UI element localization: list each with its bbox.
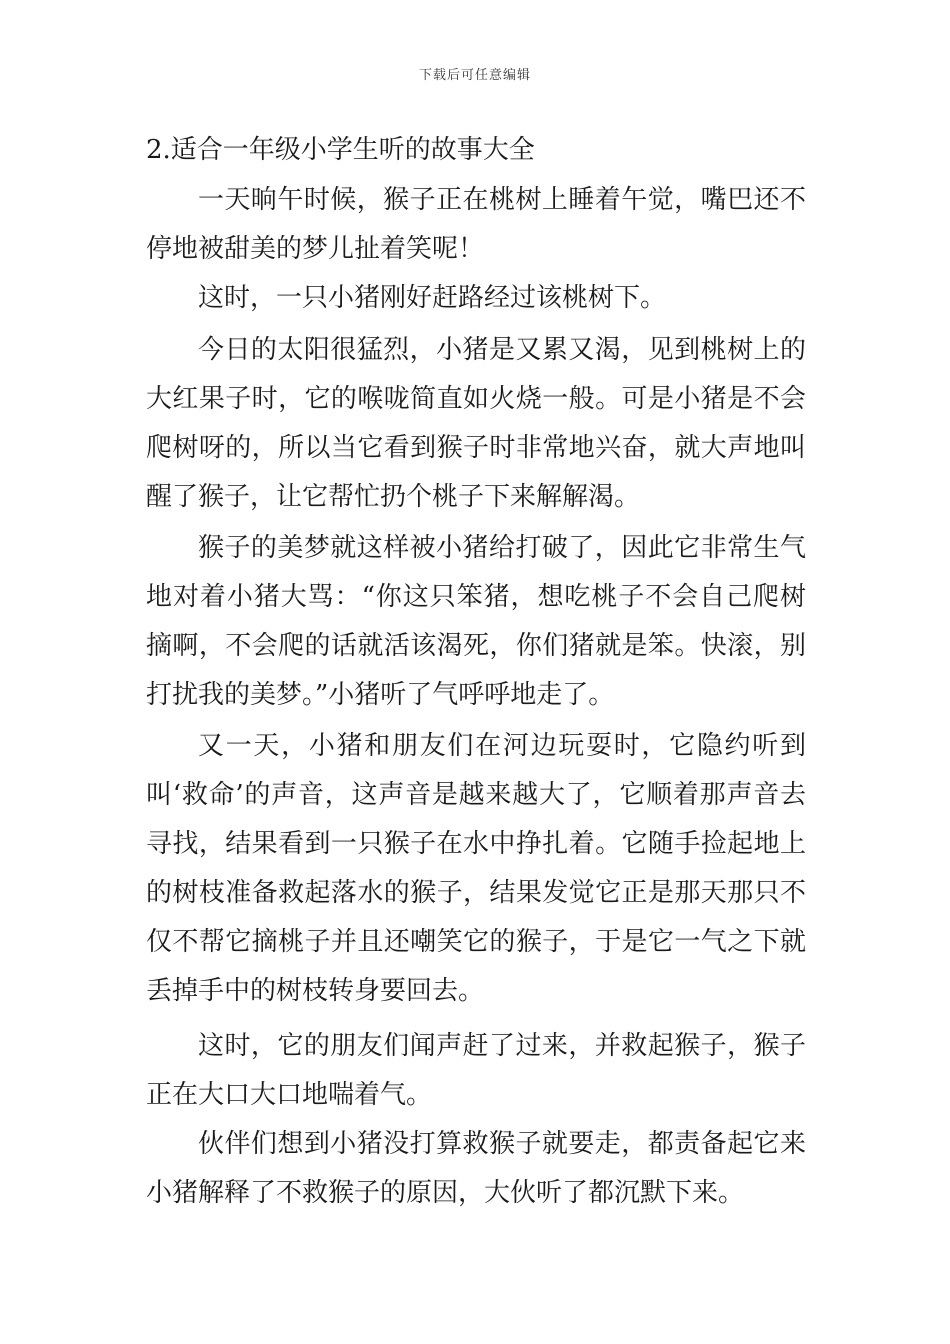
paragraph-1: 一天晌午时候，猴子正在桃树上睡着午觉，嘴巴还不停地被甜美的梦儿扯着笑呢！ <box>146 185 806 264</box>
paragraph-3: 今日的太阳很猛烈，小猪是又累又渴，见到桃树上的大红果子时，它的喉咙简直如火烧一般。可是小猪是不会爬树呀的，所以当它看到猴子时非常地兴奋，就大声地叫醒了猴子，让它帮忙扔个桃子下来解解渴。 <box>146 335 806 512</box>
paragraph-7: 伙伴们想到小猪没打算救猴子就要走，都责备起它来小猪解释了不救猴子的原因，大伙听了都沉默下来。 <box>146 1129 806 1208</box>
paragraph-5: 又一天，小猪和朋友们在河边玩耍时，它隐约听到叫‘救命’的声音，这声音是越来越大了，它顺着那声音去寻找，结果看到一只猴子在水中挣扎着。它随手捡起地上的树枝准备救起落水的猴子，结果发觉它正是那天那只不仅不帮它摘桃子并且还嘲笑它的猴子，于是它一气之下就丢掉手中的树枝转身要回去。 <box>146 731 806 1006</box>
paragraph-2: 这时，一只小猪刚好赶路经过该桃树下。 <box>198 283 667 313</box>
paragraph-6: 这时，它的朋友们闻声赶了过来，并救起猴子，猴子正在大口大口地喘着气。 <box>146 1031 806 1110</box>
document-title: 2.适合一年级小学生听的故事大全 <box>146 135 535 165</box>
page-header-note: 下载后可任意编辑 <box>418 68 531 83</box>
paragraph-4: 猴子的美梦就这样被小猪给打破了，因此它非常生气地对着小猪大骂：“你这只笨猪，想吃桃子不会自己爬树摘啊，不会爬的话就活该渴死，你们猪就是笨。快滚，别打扰我的美梦。”小猪听了气呼呼地走了。 <box>146 533 806 710</box>
